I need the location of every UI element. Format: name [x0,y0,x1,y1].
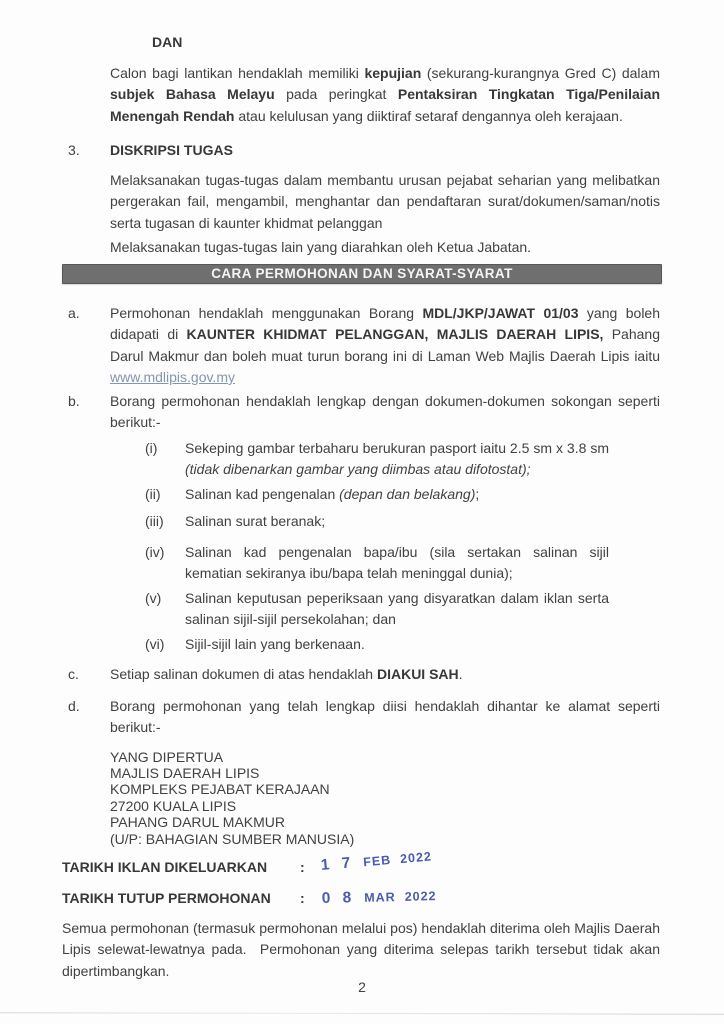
list-item-d [68,696,662,739]
sub-item-numeral: (v) [145,589,162,606]
sub-item-numeral: (i) [145,439,158,456]
item-text: Setiap salinan dokumen di atas hendaklah DIAKUI SAH. [110,666,463,682]
sub-item-numeral: (vi) [145,635,165,652]
address-line: (U/P: BAHAGIAN SUMBER MANUSIA) [110,830,355,847]
address-line: MAJLIS DAERAH LIPIS [110,764,260,781]
item-text: Borang permohonan yang telah lengkap diisi hendaklah dihantar ke alamat seperti berikut:- [110,697,660,735]
closing-date-label: TARIKH TUTUP PERMOHONAN [62,889,271,906]
address-line: KOMPLEKS PEJABAT KERAJAAN [110,781,330,798]
closing-paragraph: Semua permohonan (termasuk permohonan melalui pos) hendaklah diterima oleh Majlis Daerah Lipis selewat-lewatnya pada. Permohonan yang diterima selepas tarikh tersebut tidak akan dipertimbangkan. [62,919,660,979]
scan-edge-line [0,1012,724,1015]
list-item-b [68,391,662,434]
item-text: Permohonan hendaklah menggunakan Borang MDL/JKP/JAWAT 01/03 yang boleh didapati di KAUNTER KHIDMAT PELANGGAN, MAJLIS DAERAH LIPIS, Pahang Darul Makmur dan boleh muat turun borang ini di Laman Web Majlis Daerah Lipis iaitu www.mdlipis.gov.my [110,304,660,385]
stamp-year: 2022 [404,888,437,904]
section-3-heading [68,140,662,162]
stamp-day: 1 7 [320,854,355,874]
sub-item-text: Salinan keputusan peperiksaan yang disyaratkan dalam iklan serta salinan sijil-sijil persekolahan; dan [185,589,609,627]
item-label: b. [68,392,80,409]
paragraph-tugas-1: Melaksanakan tugas-tugas dalam membantu urusan pejabat seharian yang melibatkan pergerakan fail, mengambil, menghantar dan pendaftaran surat/dokumen/saman/notis serta tugasan di kaunter khidmat pelanggan [110,171,660,231]
page-number: 2 [358,979,366,996]
sub-item-numeral: (ii) [145,485,161,502]
item-label: a. [68,304,80,321]
item-text: Borang permohonan hendaklah lengkap dengan dokumen-dokumen sokongan seperti berikut:- [110,392,660,430]
item-label: c. [68,666,79,682]
sub-item-ii [145,484,662,506]
dan-heading: DAN [152,34,183,50]
address-line: YANG DIPERTUA [110,748,224,765]
item-label: d. [68,697,80,714]
website-link[interactable]: www.mdlipis.gov.my [110,369,235,385]
section-title: DISKRIPSI TUGAS [110,142,233,158]
sub-item-text: Salinan kad pengenalan (depan dan belakang); [185,485,480,502]
section-banner: CARA PERMOHONAN DAN SYARAT-SYARAT [62,264,662,284]
stamp-day: 0 8 [321,889,356,907]
sub-item-iii [145,511,662,533]
closing-date-row [62,888,662,910]
date-stamp-closing [321,885,436,910]
sub-item-numeral: (iii) [145,513,164,529]
date-stamp-advert [320,845,433,877]
stamp-month: MAR [364,890,396,905]
advert-date-row [62,849,662,879]
sub-item-text: Salinan surat beranak; [185,513,326,529]
stamp-year: 2022 [399,849,433,867]
list-item-a [68,303,662,389]
sub-item-text: Salinan kad pengenalan bapa/ibu (sila sertakan salinan sijil kematian sekiranya ibu/bapa telah meninggal dunia); [185,543,609,581]
address-line: PAHANG DARUL MAKMUR [110,814,286,831]
address-line: 27200 KUALA LIPIS [110,797,237,814]
list-item-c [68,664,662,686]
section-number: 3. [68,142,80,158]
sub-item-text: Sijil-sijil lain yang berkenaan. [185,635,365,652]
sub-item-iv [145,542,662,585]
sub-item-text: Sekeping gambar terbaharu berukuran pasport iaitu 2.5 sm x 3.8 sm (tidak dibenarkan gambar yang diimbas atau difotostat); [185,439,609,477]
sub-item-numeral: (iv) [145,543,165,560]
sub-item-i [145,438,662,481]
sub-item-v [145,588,662,631]
stamp-month: FEB [362,852,392,870]
colon: : [300,858,305,875]
mailing-address [110,749,662,847]
colon: : [300,889,305,906]
paragraph-kepujian: Calon bagi lantikan hendaklah memiliki kepujian (sekurang-kurangnya Gred C) dalam subjek Bahasa Melayu pada peringkat Pentaksiran Tingkatan Tiga/Penilaian Menengah Rendah atau kelulusan yang diiktiraf setaraf dengannya oleh kerajaan. [110,64,660,124]
paragraph-tugas-2: Melaksanakan tugas-tugas lain yang diarahkan oleh Ketua Jabatan. [110,239,532,255]
sub-item-vi [145,634,662,656]
advert-date-label: TARIKH IKLAN DIKELUARKAN [62,858,268,875]
